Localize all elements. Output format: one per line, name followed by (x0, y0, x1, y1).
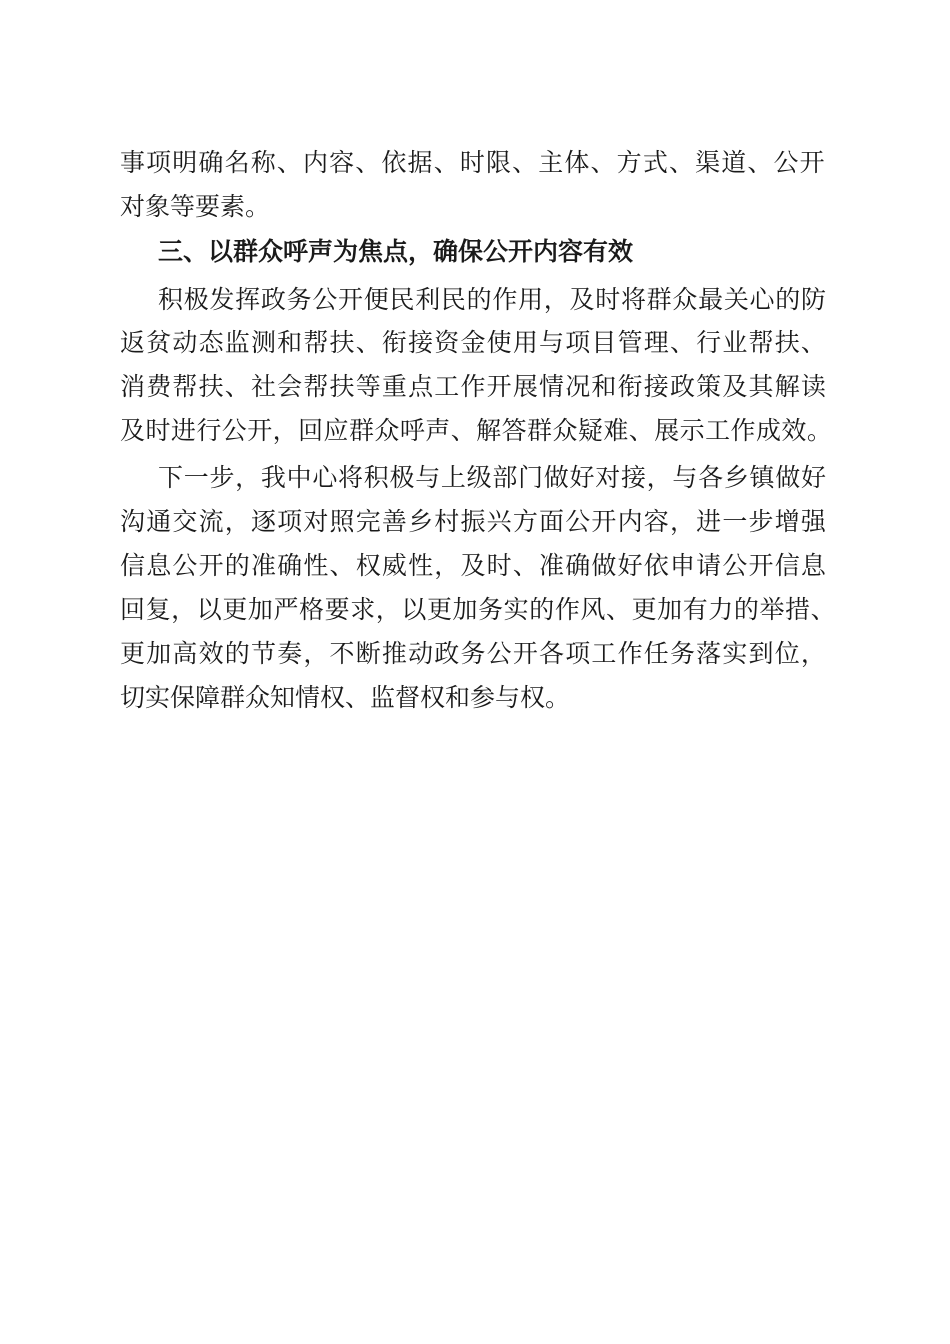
paragraph-line: 积 极 发 挥 政 务 公 开 便 民 利 民 的 作 用 ， 及 时 将 群 众 最 关 心 的 防 (158, 285, 826, 314)
paragraph-line: 下 一 步 ， 我 中 心 将 积 极 与 上 级 部 门 做 好 对 接 ， 与 各 乡 镇 做 好 (158, 463, 826, 492)
section-heading: 三、以群众呼声为焦点，确保公开内容有效 (158, 237, 634, 266)
paragraph-continuation-end-line: 对象等要素。 (120, 192, 271, 221)
paragraph-line: 更 加 高 效 的 节 奏 ， 不 断 推 动 政 务 公 开 各 项 工 作 任 务 落 实 到 位 ， (120, 639, 826, 668)
paragraph-continuation-line: 事 项 明 确 名 称 、 内 容 、 依 据 、 时 限 、 主 体 、 方 式 、 渠 道 、 公 开 (120, 148, 825, 177)
paragraph-line: 回 复 ， 以 更 加 严 格 要 求 ， 以 更 加 务 实 的 作 风 、 更 加 有 力 的 举 措 、 (120, 595, 836, 624)
paragraph-line: 返 贫 动 态 监 测 和 帮 扶 、 衔 接 资 金 使 用 与 项 目 管 理 、 行 业 帮 扶 、 (120, 328, 826, 357)
paragraph-line: 及 时 进 行 公 开 ， 回 应 群 众 呼 声 、 解 答 群 众 疑 难 、 展 示 工 作 成 效 。 (120, 416, 832, 445)
paragraph-line: 沟 通 交 流 ， 逐 项 对 照 完 善 乡 村 振 兴 方 面 公 开 内 容 ， 进 一 步 增 强 (120, 507, 826, 536)
paragraph-line: 信 息 公 开 的 准 确 性 、 权 威 性 ， 及 时 、 准 确 做 好 依 申 请 公 开 信 息 (120, 551, 826, 580)
paragraph-end-line: 切实保障群众知情权、监督权和参与权。 (120, 683, 571, 712)
paragraph-line: 消 费 帮 扶 、 社 会 帮 扶 等 重 点 工 作 开 展 情 况 和 衔 接 政 策 及 其 解 读 (120, 372, 826, 401)
